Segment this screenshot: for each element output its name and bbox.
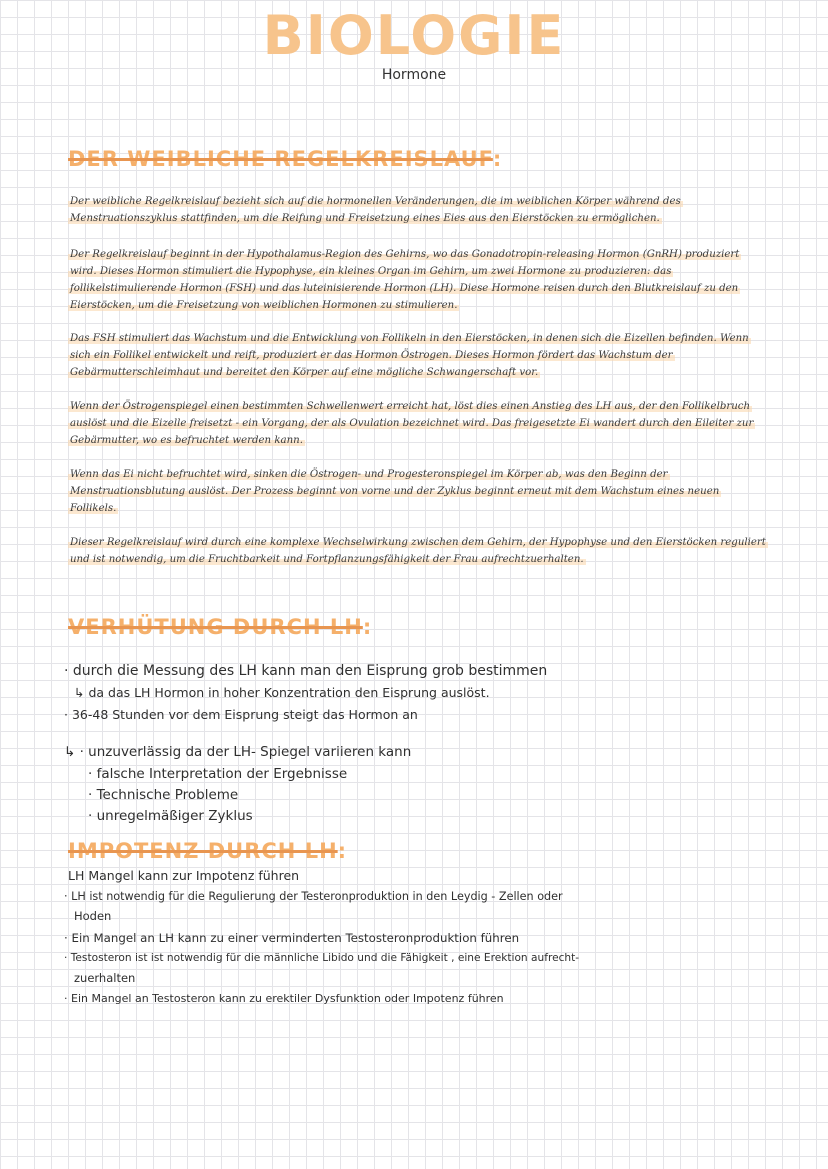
page-title: BIOLOGIE <box>262 4 566 67</box>
paragraph-2: Der Regelkreislauf beginnt in der Hypothalamus-Region des Gehirns, wo das Gonadotropin-releasing Hormon (GnRH) produziert wird. Dieses Hormon stimuliert die Hypophyse, ein kleines Organ im Gehirn, um zwei Hormone zu produzieren: das follikelstimulierende Hormon (FSH) und das luteinisierende Hormon (LH). Diese Hormone reisen durch den Blutkreislauf zu den Eierstöcken, um die Freisetzung von weiblichen Hormonen zu stimulieren. <box>70 249 740 311</box>
heading-colon: : <box>492 147 503 171</box>
paragraph-5: Wenn das Ei nicht befruchtet wird, sinken die Östrogen- und Progesteronspiegel im Körper ab, was den Beginn der Menstruationsblutung auslöst. Der Prozess beginnt von vorne und der Zyklus beginnt erneut mit dem Wachstum eines neuen Follikels. <box>70 469 720 514</box>
note-line: · 36-48 Stunden vor dem Eisprung steigt das Hormon an <box>64 707 418 722</box>
note-line: · Ein Mangel an LH kann zu einer verminderten Testosteronproduktion führen <box>64 931 520 945</box>
note-line: · Technische Probleme <box>88 787 239 803</box>
note-line: ↳ · unzuverlässig da der LH- Spiegel variieren kann <box>64 744 412 760</box>
heading-text: DER WEIBLICHE REGELKREISLAUF <box>68 147 493 171</box>
section-heading-regelkreislauf <box>68 146 502 172</box>
page-subtitle: Hormone <box>381 67 447 83</box>
section-heading-verhuetung <box>68 614 372 640</box>
note-line: · LH ist notwendig für die Regulierung der Testeronproduktion in den Leydig - Zellen oder <box>64 890 563 903</box>
heading-text: IMPOTENZ DURCH LH <box>68 839 338 863</box>
paragraph-4: Wenn der Östrogenspiegel einen bestimmten Schwellenwert erreicht hat, löst dies einen Anstieg des LH aus, der den Follikelbruch auslöst und die Eizelle freisetzt - ein Vorgang, der als Ovulation bezeichnet wird. Das freigesetzte Ei wandert durch den Eileiter zur Gebärmutter, wo es befruchtet werden kann. <box>70 401 754 446</box>
note-line: zuerhalten <box>74 971 136 985</box>
note-line: · falsche Interpretation der Ergebnisse <box>88 766 348 782</box>
note-line: Hoden <box>74 909 112 923</box>
paragraph-3: Das FSH stimuliert das Wachstum und die Entwicklung von Follikeln in den Eierstöcken, in denen sich die Eizellen befinden. Wenn sich ein Follikel entwickelt und reift, produziert er das Hormon Östrogen. Dieses Hormon fördert das Wachstum der Gebärmutterschleimhaut und bereitet den Körper auf eine mögliche Schwangerschaft vor. <box>70 333 749 378</box>
heading-colon: : <box>362 615 373 639</box>
note-line: · Ein Mangel an Testosteron kann zu erektiler Dysfunktion oder Impotenz führen <box>64 992 504 1005</box>
note-line: LH Mangel kann zur Impotenz führen <box>68 868 300 883</box>
note-line: · Testosteron ist ist notwendig für die männliche Libido und die Fähigkeit , eine Erektion aufrecht- <box>64 952 580 964</box>
note-line: · durch die Messung des LH kann man den Eisprung grob bestimmen <box>64 663 548 679</box>
note-line: ↳ da das LH Hormon in hoher Konzentration den Eisprung auslöst. <box>74 685 490 700</box>
paragraph-1: Der weibliche Regelkreislauf bezieht sich auf die hormonellen Veränderungen, die im weiblichen Körper während des Menstruationszyklus stattfinden, um die Reifung und Freisetzung eines Eies aus den Eierstöcken zu ermöglichen. <box>70 196 681 224</box>
heading-text: VERHÜTUNG DURCH LH <box>68 615 363 639</box>
section-heading-impotenz <box>68 838 347 864</box>
paragraph-6: Dieser Regelkreislauf wird durch eine komplexe Wechselwirkung zwischen dem Gehirn, der Hypophyse und den Eierstöcken reguliert und ist notwendig, um die Fruchtbarkeit und Fortpflanzungsfähigkeit der Frau aufrechtzuerhalten. <box>70 537 766 565</box>
note-line: · unregelmäßiger Zyklus <box>88 808 253 824</box>
heading-colon: : <box>337 839 348 863</box>
